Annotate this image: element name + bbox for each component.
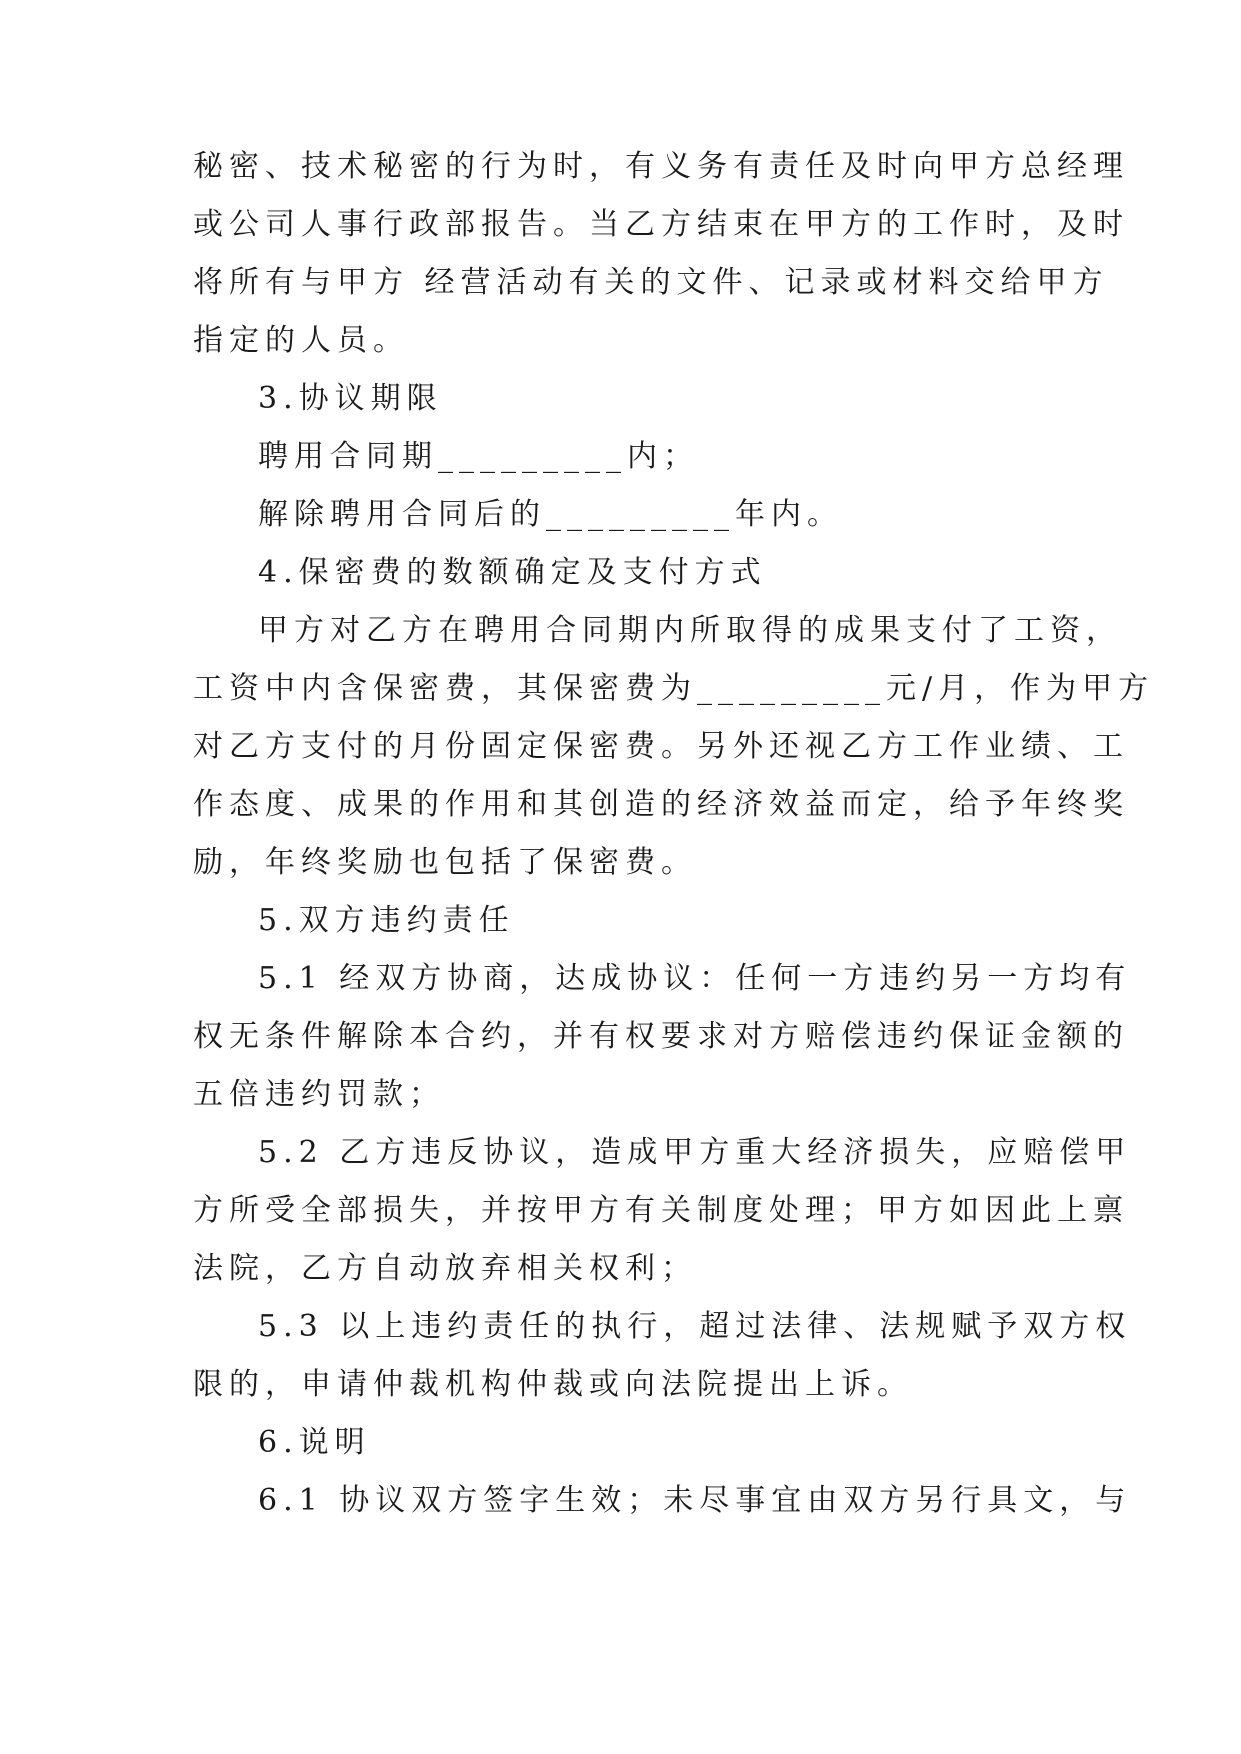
body-line: 限的，申请仲裁机构仲裁或向法院提出上诉。 — [193, 1367, 913, 1402]
clause-line: 6.1 协议双方签字生效；未尽事宜由双方另行具文，与 — [258, 1483, 1132, 1518]
body-line: 聘用合同期_________内； — [258, 439, 699, 474]
body-line: 解除聘用合同后的_________年内。 — [258, 497, 843, 532]
clause-line: 5.3 以上违约责任的执行，超过法律、法规赋予双方权 — [258, 1309, 1132, 1344]
section-heading: 6.说明 — [258, 1425, 371, 1460]
body-line: 秘密、技术秘密的行为时，有义务有责任及时向甲方总经理 — [193, 149, 1129, 184]
body-line: 作态度、成果的作用和其创造的经济效益而定，给予年终奖 — [193, 787, 1129, 822]
body-line: 甲方对乙方在聘用合同期内所取得的成果支付了工资， — [258, 613, 1122, 648]
clause-line: 5.1 经双方协商，达成协议：任何一方违约另一方均有 — [258, 961, 1132, 996]
section-heading: 3.协议期限 — [258, 381, 443, 416]
section-heading: 4.保密费的数额确定及支付方式 — [258, 555, 767, 590]
body-line: 将所有与甲方 经营活动有关的文件、记录或材料交给甲方 — [193, 265, 1109, 300]
body-line: 方所受全部损失，并按甲方有关制度处理；甲方如因此上禀 — [193, 1193, 1129, 1228]
body-line: 工资中内含保密费，其保密费为_________元/月，作为甲方 — [193, 671, 1155, 706]
body-line: 或公司人事行政部报告。当乙方结束在甲方的工作时，及时 — [193, 207, 1129, 242]
body-line: 指定的人员。 — [193, 323, 409, 358]
body-line: 法院，乙方自动放弃相关权利； — [193, 1251, 697, 1286]
body-line: 权无条件解除本合约，并有权要求对方赔偿违约保证金额的 — [193, 1019, 1129, 1054]
clause-line: 5.2 乙方违反协议，造成甲方重大经济损失，应赔偿甲 — [258, 1135, 1132, 1170]
body-line: 对乙方支付的月份固定保密费。另外还视乙方工作业绩、工 — [193, 729, 1129, 764]
body-line: 励，年终奖励也包括了保密费。 — [193, 845, 697, 880]
section-heading: 5.双方违约责任 — [258, 903, 515, 938]
body-line: 五倍违约罚款； — [193, 1077, 445, 1112]
